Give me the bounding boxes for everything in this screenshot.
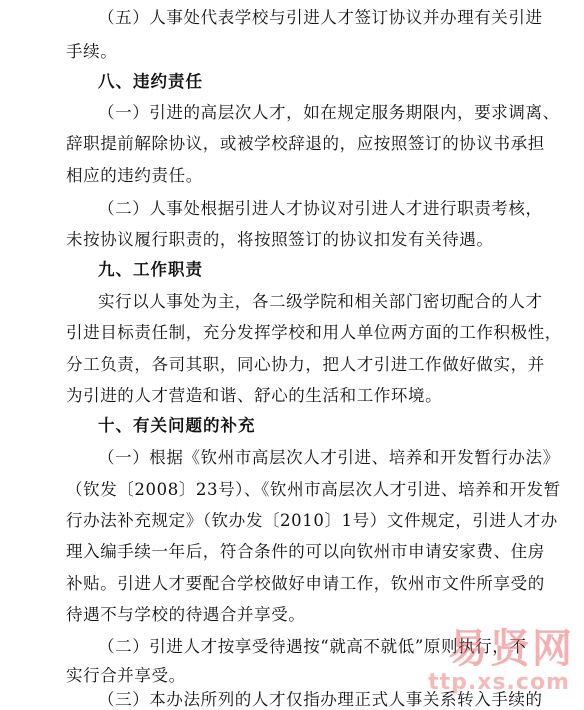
text-line: 未按协议履行职责的，将按照签订的协议扣发有关待遇。: [66, 230, 494, 249]
text-line: 行办法补充规定》（钦办发〔2010〕1号）文件规定，引进人才办: [66, 511, 558, 530]
text-line: （一）根据《钦州市高层次人才引进、培养和开发暂行办法》: [98, 448, 560, 467]
text-line: 相应的违约责任。: [66, 166, 203, 185]
text-line: 引进目标责任制，充分发挥学校和用人单位两方面的工作积极性，: [66, 323, 562, 342]
text-line: 理入编手续一年后，符合条件的可以向钦州市申请安家费、住房: [66, 542, 545, 561]
text-line: 补贴。引进人才要配合学校做好申请工作，钦州市文件所享受的: [66, 574, 545, 593]
section-heading: 十、有关问题的补充: [98, 416, 256, 435]
text-line: 待遇不与学校的待遇合并享受。: [66, 605, 306, 624]
text-line: 手续。: [66, 42, 118, 61]
text-line: （一）引进的高层次人才，如在规定服务期限内，要求调离、: [98, 103, 560, 122]
text-line: （五）人事处代表学校与引进人才签订协议并办理有关引进: [98, 8, 543, 27]
text-line: （二）人事处根据引进人才协议对引进人才进行职责考核，: [98, 199, 543, 218]
text-line: 为引进的人才营造和谐、舒心的生活和工作环境。: [66, 386, 443, 405]
text-line: 辞职提前解除协议，或被学校辞退的，应按照签订的协议书承担: [66, 134, 545, 153]
watermark-url: ttp.xs.com: [428, 670, 570, 695]
text-line: （二）引进人才按享受待遇按“就高不就低”原则执行，不: [98, 637, 527, 656]
text-line: （三）本办法所列的人才仅指办理正式人事关系转入手续的: [98, 690, 543, 709]
text-line: （钦发〔2008〕23号）、《钦州市高层次人才引进、培养和开发暂: [66, 480, 561, 499]
text-line: 实行合并享受。: [66, 666, 186, 685]
watermark-logo: [414, 617, 574, 695]
text-line: 分工负责，各司其职，同心协力，把人才引进工作做好做实，并: [66, 355, 545, 374]
watermark-text: 易贤网: [448, 626, 574, 672]
section-heading: 九、工作职责: [98, 260, 203, 279]
section-heading: 八、违约责任: [98, 72, 203, 91]
text-line: 实行以人事处为主，各二级学院和相关部门密切配合的人才: [98, 292, 543, 311]
